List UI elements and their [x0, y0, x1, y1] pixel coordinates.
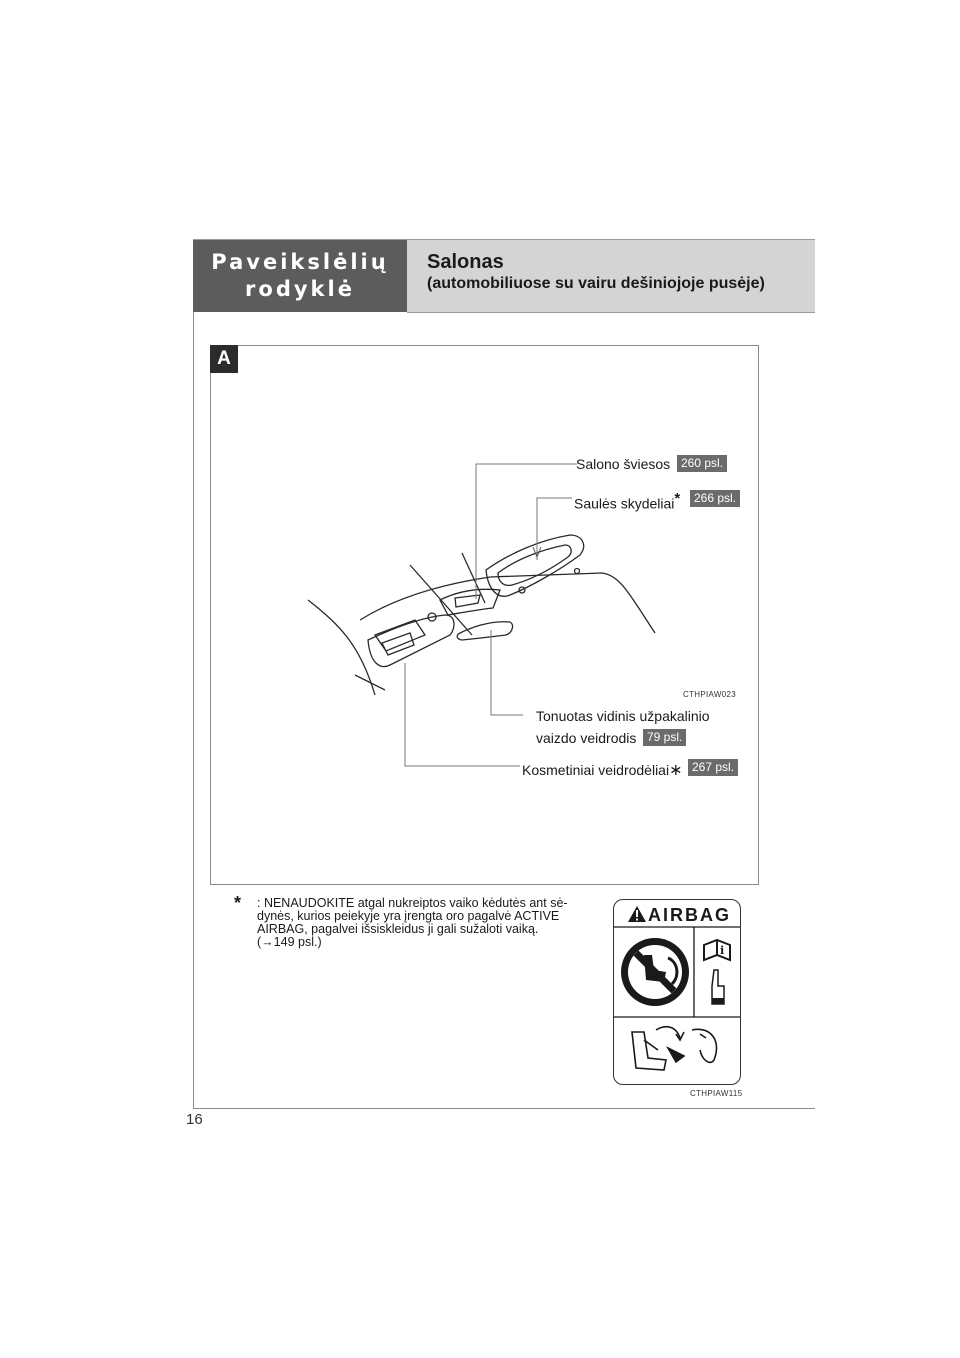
- footnote-text: [257, 897, 592, 949]
- callout-ref-mirror: 79 psl.: [643, 729, 686, 746]
- airbag-deploy-seat-icon: [632, 1027, 717, 1070]
- interior-illustration: [210, 345, 759, 885]
- page-side-rule: [193, 312, 194, 1108]
- leader-salono-sviesos: [476, 464, 577, 599]
- callout-ref-sun-visors: 266 psl.: [690, 490, 740, 507]
- callout-label-mirror-line1: Tonuotas vidinis užpakalinio: [536, 708, 710, 724]
- pointing-finger-icon: [712, 970, 724, 1004]
- a-pillar-left-line: [308, 600, 375, 695]
- footnote-line: (→149 psl.): [257, 935, 322, 949]
- callout-label-mirror-line2: vaizdo veidrodis: [536, 730, 637, 746]
- page-title: Salonas: [427, 251, 504, 273]
- page-number: 16: [186, 1111, 203, 1128]
- warning-triangle-icon: [628, 906, 646, 922]
- airbag-label-title: AIRBAG: [648, 905, 731, 925]
- footnote-marker: *: [234, 893, 242, 913]
- page-subtitle: (automobiliuose su vairu dešiniojoje pusėje): [427, 275, 765, 292]
- figure-image-code: CTHPIAW023: [683, 690, 736, 699]
- airbag-image-code: CTHPIAW115: [690, 1089, 743, 1098]
- read-manual-icon: [704, 940, 730, 960]
- callout-ref-cabin-lights: 260 psl.: [677, 455, 727, 472]
- callout-label-cabin-lights: Salono šviesos: [576, 456, 671, 472]
- svg-text:i: i: [720, 944, 725, 957]
- callout-marker-vanity-mirrors: ∗: [669, 762, 683, 779]
- no-rear-facing-seat-icon: [621, 938, 689, 1006]
- footnote-line: AIRBAG, pagalvei išsiskleidus ji gali sužaloti vaiką.: [257, 922, 539, 936]
- header-bottom-rule: [407, 312, 815, 313]
- callout-text-sun-visors: Saulės skydeliai: [574, 495, 675, 512]
- callout-label-sun-visors: [574, 490, 680, 512]
- section-tab-line2: rodyklė: [245, 277, 355, 301]
- leader-veidrodis: [491, 630, 523, 715]
- figure-badge: A: [210, 345, 238, 373]
- airbag-warning-label: [613, 899, 741, 1085]
- callout-label-vanity-mirrors: [522, 760, 682, 780]
- page-bottom-rule: [193, 1108, 815, 1109]
- section-tab-line1: Paveikslėlių: [211, 250, 389, 274]
- section-tab: [193, 240, 407, 312]
- callout-ref-vanity-mirrors: 267 psl.: [688, 759, 738, 776]
- footnote-line: : NENAUDOKITE atgal nukreiptos vaiko kėdutės ant sė-: [257, 896, 568, 910]
- airbag-label-graphic: [614, 900, 741, 1085]
- callout-marker-sun-visors: *: [674, 490, 681, 507]
- callout-text-vanity-mirrors: Kosmetiniai veidrodėliai: [522, 762, 670, 778]
- footnote-line: dynės, kurios peiekyje yra įrengta oro pagalvė ACTIVE: [257, 909, 560, 923]
